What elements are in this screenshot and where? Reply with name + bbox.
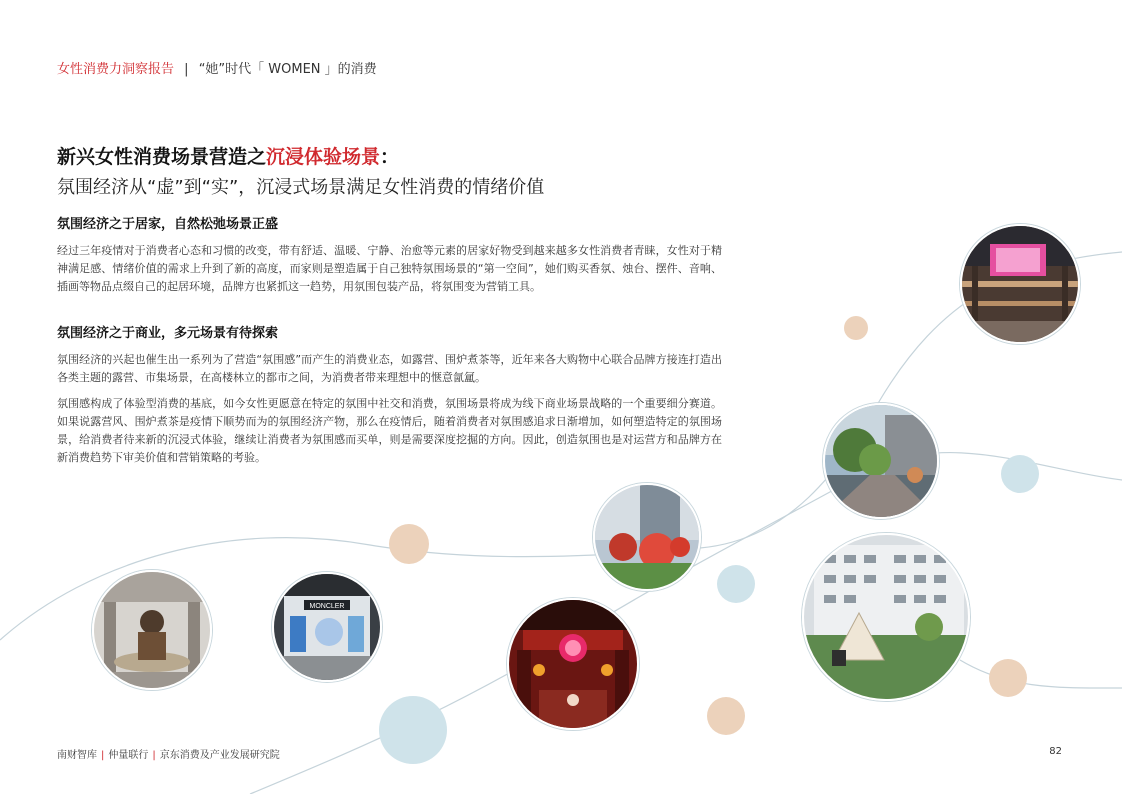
decor-dot (844, 316, 868, 340)
section-home-paragraph: 经过三年疫情对于消费者心态和习惯的改变，带有舒适、温暖、宁静、治愈等元素的居家好物受到越来越多女性消费者青睐，女性对于精神满足感、情绪价值的需求上升到了新的高度，而家则是塑造属于自己独特氛围场景的“第一空间”，她们购买香氛、烛台、摆件、音响、插画等物品点缀自己的起居环境，品牌方也紧抓这一趋势，用氛围包装产品，将氛围变为营销工具。 (57, 244, 722, 293)
decor-dot (717, 565, 755, 603)
photo-mall-atrium-screen (960, 224, 1080, 344)
section-home-heading: 氛围经济之于居家，自然松弛场景正盛 (57, 217, 279, 232)
report-header (57, 58, 377, 77)
title-prefix: 新兴女性消费场景营造之 (57, 146, 267, 168)
page-number: 82 (1049, 746, 1062, 757)
decor-dot (989, 659, 1027, 697)
footer-separator: | (152, 750, 156, 761)
photo-garden-walkway (823, 403, 939, 519)
decor-dot (707, 697, 745, 735)
footer-organizations (57, 746, 280, 761)
footer-org-1: 南财智库 (57, 750, 97, 761)
section-commerce-paragraph-1: 氛围经济的兴起也催生出一系列为了营造“氛围感”而产生的消费业态，如露营、围炉煮茶等，近年来各大购物中心联合品牌方接连打造出各类主题的露营、市集场景，在高楼林立的都市之间，为消费者带来理想中的惬意氤氲。 (57, 353, 722, 384)
decor-dot (1001, 455, 1039, 493)
title-highlight: 沉浸体验场景 (266, 146, 381, 168)
page-title (57, 142, 544, 199)
title-line-1 (57, 142, 544, 169)
section-commerce-paragraph-2: 氛围感构成了体验型消费的基底，如今女性更愿意在特定的氛围中社交和消费，氛围场景将成为线下商业场景战略的一个重要细分赛道。如果说露营风、围炉煮茶是疫情下顺势而为的氛围经济产物，那么在疫情后，随着消费者对氛围感追求日渐增加，如何塑造特定的氛围场景，给消费者待来新的沉浸式体验，继续让消费者为氛围感而买单，则是需要深度挖掘的方向。因此，创造氛围也是对运营方和品牌方在新消费趋势下审美价值和营销策略的考验。 (57, 397, 722, 464)
photo-moncler-store (272, 572, 382, 682)
report-name: 女性消费力洞察报告 (57, 62, 175, 77)
section-home (57, 213, 722, 304)
photo-mall-sculpture (92, 570, 212, 690)
footer-org-2: 仲量联行 (108, 750, 149, 761)
header-separator: | (184, 62, 189, 77)
footer-org-3: 京东消费及产业发展研究院 (159, 750, 280, 761)
section-commerce (57, 322, 722, 475)
footer-separator: | (101, 750, 105, 761)
title-line-2: 氛围经济从“虚”到“实”，沉浸式场景满足女性消费的情绪价值 (57, 177, 545, 198)
section-commerce-heading: 氛围经济之于商业，多元场景有待探索 (57, 326, 279, 341)
decor-dot (389, 524, 429, 564)
decor-dot (379, 696, 447, 764)
moncler-sign: MONCLER (309, 603, 345, 610)
report-subtitle: “她”时代「 WOMEN 」的消费 (198, 62, 377, 77)
photo-strawberry-installation (593, 483, 701, 591)
title-suffix: ： (380, 146, 400, 168)
photo-chinese-style-street (507, 598, 639, 730)
photo-camping-plaza (802, 533, 970, 701)
